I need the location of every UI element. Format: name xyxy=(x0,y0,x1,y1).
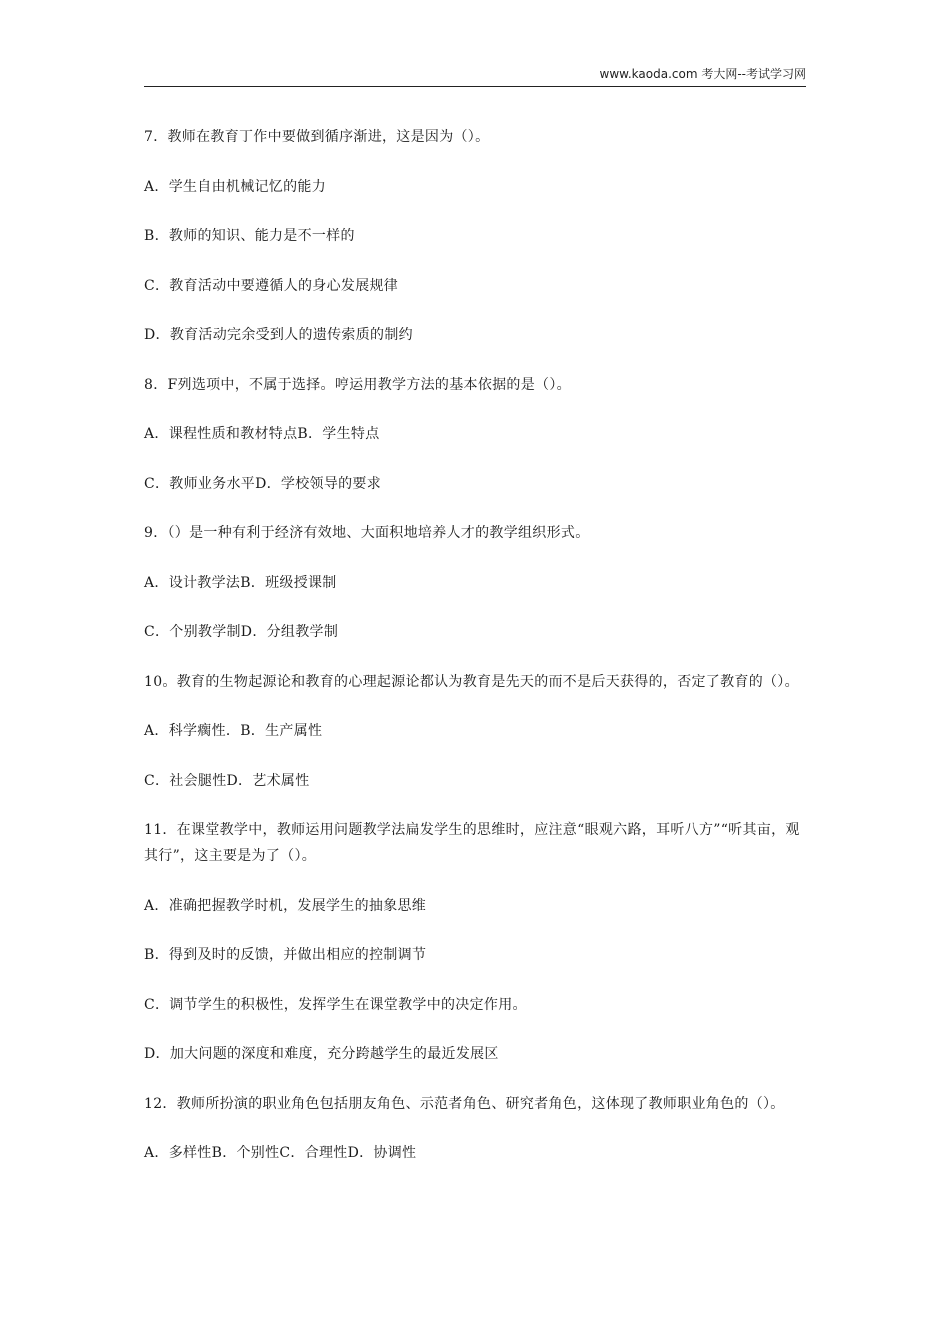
question-7-option-c: C．教育活动中要遵循人的身心发展规律 xyxy=(144,277,399,294)
question-12-options: A．多样性B．个别性C．合理性D．协调性 xyxy=(144,1145,417,1161)
question-7: 7．教师在教育丁作中要做到循序渐进，这是因为（）。 xyxy=(144,129,490,145)
question-9-options-cd: C．个别教学制D．分组教学制 xyxy=(144,624,339,640)
question-12: 12．教师所扮演的职业角色包括朋友角色、示范者角色、研究者角色，这体现了教师职业角色的（）。 xyxy=(144,1095,785,1112)
question-8: 8．F列选项中，不属于选择。哼运用教学方法的基本依据的是（）。 xyxy=(144,376,571,393)
question-11-option-d: D．加大问题的深度和难度，充分跨越学生的最近发展区 xyxy=(144,1046,499,1062)
document-body xyxy=(144,124,808,1190)
question-7-option-d: D．教育活动完余受到人的遗传索质的制约 xyxy=(144,327,413,343)
site-name: www.kaoda.com 考大网--考试学习网 xyxy=(599,67,806,81)
question-11: 11．在课堂教学中，教师运用问题教学法扁发学生的思维时，应注意“眼观六路，耳听八方”“听其亩，观其行”，这主要是为了（）。 xyxy=(144,822,800,864)
question-10: 10。教育的生物起源论和教育的心理起源论都认为教育是先天的而不是后天获得的，否定了教育的（）。 xyxy=(144,673,799,690)
question-8-options-ab: A．课程性质和教材特点B．学生特点 xyxy=(144,426,380,442)
question-11-option-b: B．得到及时的反馈，并做出相应的控制调节 xyxy=(144,947,427,963)
question-7-option-a: A．学生自由机械记忆的能力 xyxy=(144,178,327,195)
question-11-option-a: A．准确把握教学时机，发展学生的抽象思维 xyxy=(144,897,427,914)
question-9-options-ab: A．设计教学法B．班级授课制 xyxy=(144,574,337,591)
question-10-options-cd: C．社会腿性D．艺术属性 xyxy=(144,772,310,789)
question-7-option-b: B．教师的知识、能力是不一样的 xyxy=(144,228,355,244)
question-10-options-ab: A．科学瘸性．B．生产属性 xyxy=(144,723,323,739)
page-header xyxy=(144,66,806,87)
question-8-options-cd: C．教师业务水平D．学校领导的要求 xyxy=(144,475,382,492)
question-9: 9．（）是一种有利于经济有效地、大面积地培养人才的教学组织形式。 xyxy=(144,525,590,541)
question-11-option-c: C．调节学生的积极性，发挥学生在课堂教学中的决定作用。 xyxy=(144,996,527,1013)
